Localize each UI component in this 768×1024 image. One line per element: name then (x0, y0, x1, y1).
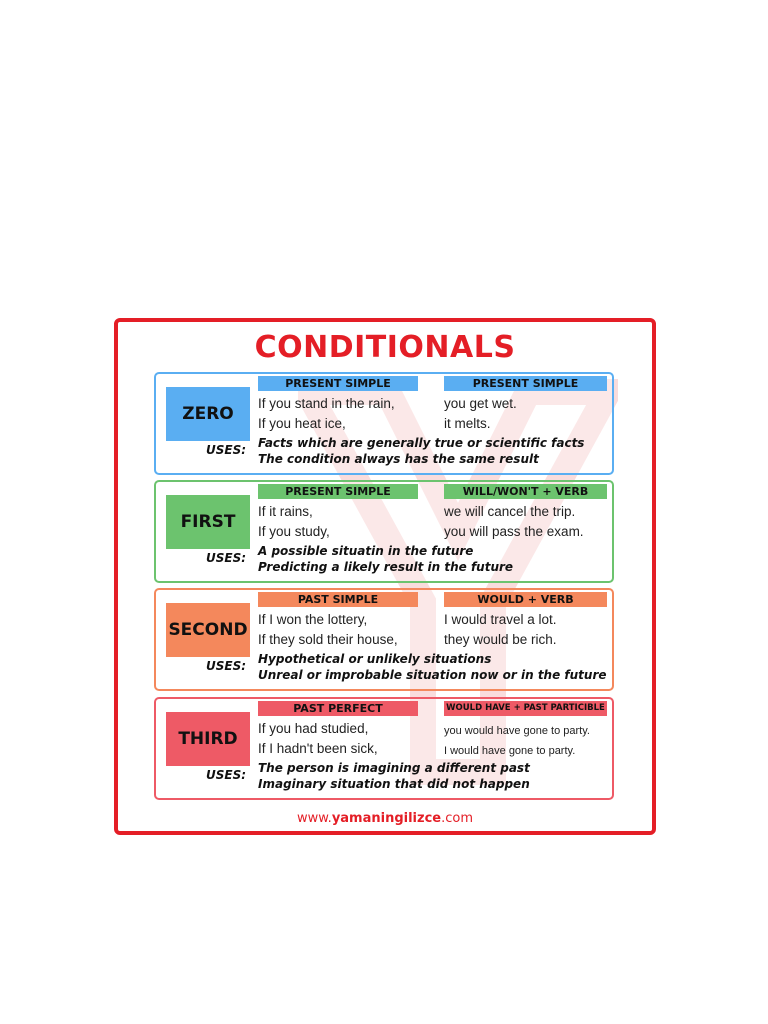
second-example-if-2: If they sold their house, (258, 632, 398, 647)
third-uses-label: USES: (206, 768, 247, 782)
zero-conditional-section (154, 372, 614, 475)
third-example-if-2: If I hadn't been sick, (258, 741, 378, 756)
second-example-result-2: they would be rich. (444, 632, 557, 647)
third-badge: THIRD (166, 712, 250, 766)
third-result-clause-header: WOULD HAVE + PAST PARTICIBLE (444, 701, 607, 716)
first-conditional-section (154, 480, 614, 583)
zero-uses-label: USES: (206, 443, 247, 457)
url-suffix: .com (441, 811, 474, 826)
zero-use-1: Facts which are generally true or scientific facts (258, 436, 585, 450)
url-prefix: www. (296, 811, 332, 826)
zero-example-if-2: If you heat ice, (258, 416, 346, 431)
second-use-1: Hypothetical or unlikely situations (258, 652, 492, 666)
zero-use-2: The condition always has the same result (258, 452, 539, 466)
third-example-if-1: If you had studied, (258, 721, 369, 736)
zero-result-clause-header: PRESENT SIMPLE (444, 376, 607, 391)
first-use-2: Predicting a likely result in the future (258, 560, 514, 574)
third-if-clause-header: PAST PERFECT (258, 701, 418, 716)
second-uses-label: USES: (206, 659, 247, 673)
second-example-if-1: If I won the lottery, (258, 612, 368, 627)
first-if-clause-header: PRESENT SIMPLE (258, 484, 418, 499)
third-conditional-section (154, 697, 614, 800)
zero-badge: ZERO (166, 387, 250, 441)
zero-example-result-2: it melts. (444, 416, 491, 431)
third-use-2: Imaginary situation that did not happen (258, 777, 530, 791)
third-use-1: The person is imagining a different past (258, 761, 530, 775)
first-badge: FIRST (166, 495, 250, 549)
third-example-result-1: you would have gone to party. (444, 725, 590, 737)
first-example-if-1: If it rains, (258, 504, 313, 519)
page-title: CONDITIONALS (254, 330, 516, 365)
zero-if-clause-header: PRESENT SIMPLE (258, 376, 418, 391)
first-example-if-2: If you study, (258, 524, 330, 539)
zero-example-if-1: If you stand in the rain, (258, 396, 395, 411)
second-result-clause-header: WOULD + VERB (444, 592, 607, 607)
second-if-clause-header: PAST SIMPLE (258, 592, 418, 607)
zero-example-result-1: you get wet. (444, 396, 517, 411)
url-brand: yamaningilizce (331, 811, 442, 826)
first-example-result-2: you will pass the exam. (444, 524, 584, 539)
website-url (118, 811, 652, 826)
third-example-result-2: I would have gone to party. (444, 745, 576, 757)
first-example-result-1: we will cancel the trip. (444, 504, 576, 519)
second-conditional-section (154, 588, 614, 691)
second-use-2: Unreal or improbable situation now or in the future (258, 668, 607, 682)
second-badge: SECOND (166, 603, 250, 657)
conditionals-card (114, 318, 656, 835)
first-use-1: A possible situatin in the future (258, 544, 474, 558)
first-uses-label: USES: (206, 551, 247, 565)
first-result-clause-header: WILL/WON'T + VERB (444, 484, 607, 499)
second-example-result-1: I would travel a lot. (444, 612, 557, 627)
